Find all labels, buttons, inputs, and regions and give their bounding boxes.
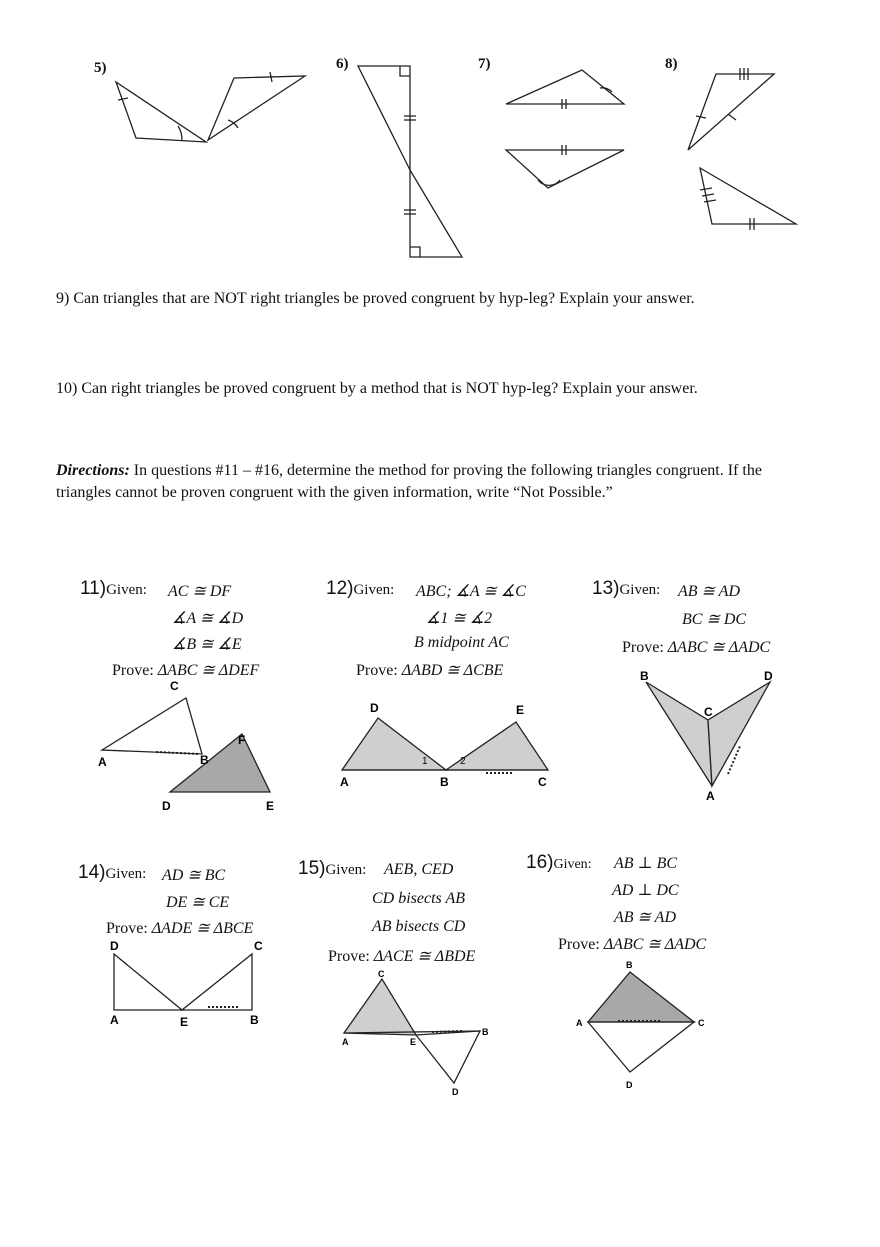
problem-13-number: 13): [592, 578, 620, 599]
figures-5-to-8: [0, 0, 880, 270]
problem-12-prove-statement: ΔABD ≅ ΔCBE: [401, 662, 504, 679]
problem-15-prove-statement: ΔACE ≅ ΔBDE: [373, 948, 476, 965]
problem-16-prove-label: Prove:: [558, 936, 600, 953]
p12-angle-1: 1: [422, 756, 428, 767]
problem-11-prove: [112, 660, 259, 680]
figure-7-number: 7): [478, 56, 491, 72]
figure-6-triangles: [358, 66, 462, 257]
question-9: 9) Can triangles that are NOT right triangles be proved congruent by hyp-leg? Explain your answer.: [56, 290, 695, 307]
problem-12-given-3: B midpoint AC: [414, 634, 509, 651]
problem-15-diagram: [336, 965, 496, 1100]
problem-16-header: [526, 852, 592, 874]
question-10: 10) Can right triangles be proved congruent by a method that is NOT hyp-leg? Explain your answer.: [56, 380, 698, 397]
p13-label-a: A: [706, 789, 715, 803]
directions: [56, 460, 776, 504]
problem-11-number: 11): [80, 578, 107, 599]
problem-16-prove: [558, 934, 706, 954]
problem-14-given-1: AD ≅ BC: [162, 867, 226, 884]
problem-16-given-3: AB ≅ AD: [614, 909, 676, 926]
problem-15-given-label: Given:: [325, 862, 367, 878]
figure-8-triangles: [688, 68, 796, 230]
problem-16-given-label: Given:: [553, 857, 592, 872]
problem-14-prove-statement: ΔADE ≅ ΔBCE: [151, 920, 254, 937]
p12-label-c: C: [538, 775, 547, 789]
problem-14-header: [78, 862, 146, 884]
problem-13-given-label: Given:: [619, 582, 661, 598]
problem-15-given-2: CD bisects AB: [372, 890, 466, 907]
directions-text: In questions #11 – #16, determine the method for proving the following triangles congruent. If the triangles cannot be proven congruent with the given information, write “Not Possible.”: [56, 462, 762, 501]
problem-15-given-3: AB bisects CD: [372, 918, 466, 935]
problem-13-prove-statement: ΔABC ≅ ΔADC: [667, 639, 771, 656]
problem-11-given-1: AC ≅ DF: [168, 583, 232, 600]
p12-label-d: D: [370, 701, 379, 715]
p15-label-c: C: [378, 969, 385, 979]
figure-6-number: 6): [336, 56, 349, 72]
problem-13-header: [592, 578, 660, 600]
p14-label-d: D: [110, 939, 119, 953]
problem-16-number: 16): [526, 852, 554, 873]
problem-12-given-label: Given:: [353, 582, 395, 598]
problem-13-prove: [622, 637, 770, 657]
p14-label-c: C: [254, 939, 263, 953]
problem-11-prove-label: Prove:: [112, 662, 154, 679]
p11-label-b: B: [200, 753, 209, 767]
problem-11-prove-statement: ΔABC ≅ ΔDEF: [157, 662, 260, 679]
problem-12-prove: [356, 660, 503, 680]
p16-label-a: A: [576, 1018, 583, 1028]
problem-14-prove: [106, 918, 253, 938]
problem-11-diagram: [90, 680, 290, 820]
problem-16-given-2: AD ⊥ DC: [612, 882, 679, 899]
problem-15-prove-label: Prove:: [328, 948, 370, 965]
problem-16-given-1: AB ⊥ BC: [614, 855, 678, 872]
p14-label-a: A: [110, 1013, 119, 1027]
p16-label-b: B: [626, 960, 633, 970]
problem-15-given-1: AEB, CED: [384, 861, 454, 878]
problem-13-given-2: BC ≅ DC: [682, 611, 747, 628]
figure-5-number: 5): [94, 60, 107, 76]
problem-16-prove-statement: ΔABC ≅ ΔADC: [603, 936, 707, 953]
p12-label-e: E: [516, 703, 525, 717]
problem-12-header: [326, 578, 394, 600]
problem-12-diagram: [336, 698, 566, 798]
problem-11-header: [80, 578, 147, 600]
p11-label-d: D: [162, 799, 171, 813]
figure-7-triangles: [506, 70, 624, 188]
problem-14-number: 14): [78, 862, 106, 883]
problem-12-given-1: ABC; ∡A ≅ ∡C: [416, 583, 526, 600]
p14-label-b: B: [250, 1013, 259, 1027]
p11-label-c: C: [170, 679, 179, 693]
problem-14-diagram: [104, 940, 274, 1030]
p11-label-f: F: [238, 733, 246, 747]
problem-13-given-1: AB ≅ AD: [678, 583, 740, 600]
p14-label-e: E: [180, 1015, 189, 1029]
problem-15-prove: [328, 946, 475, 966]
problem-16-diagram: [570, 954, 720, 1094]
p11-label-a: A: [98, 755, 107, 769]
p13-label-c: C: [704, 705, 713, 719]
p13-label-d: D: [764, 669, 773, 683]
directions-label: Directions:: [56, 462, 130, 479]
problem-11-given-3: ∡B ≅ ∡E: [172, 636, 242, 653]
problem-15-header: [298, 858, 366, 880]
problem-14-given-label: Given:: [105, 866, 147, 882]
problem-14-prove-label: Prove:: [106, 920, 148, 937]
p12-label-b: B: [440, 775, 449, 789]
p16-label-d: D: [626, 1080, 633, 1090]
figure-8-number: 8): [665, 56, 678, 72]
p15-label-d: D: [452, 1087, 459, 1097]
p13-label-b: B: [640, 669, 649, 683]
p12-angle-2: 2: [460, 756, 466, 767]
problem-13-prove-label: Prove:: [622, 639, 664, 656]
problem-12-given-2: ∡1 ≅ ∡2: [426, 610, 493, 627]
p16-label-c: C: [698, 1018, 705, 1028]
p12-label-a: A: [340, 775, 349, 789]
p15-label-e: E: [410, 1037, 417, 1047]
problem-12-prove-label: Prove:: [356, 662, 398, 679]
problem-15-number: 15): [298, 858, 326, 879]
problem-11-given-label: Given:: [106, 582, 147, 598]
problem-12-number: 12): [326, 578, 354, 599]
p15-label-b: B: [482, 1027, 489, 1037]
problem-13-diagram: [630, 670, 790, 810]
p15-label-a: A: [342, 1037, 349, 1047]
problem-14-given-2: DE ≅ CE: [166, 894, 230, 911]
p11-label-e: E: [266, 799, 275, 813]
figure-5-triangles: [116, 72, 305, 142]
problem-11-given-2: ∡A ≅ ∡D: [172, 610, 244, 627]
